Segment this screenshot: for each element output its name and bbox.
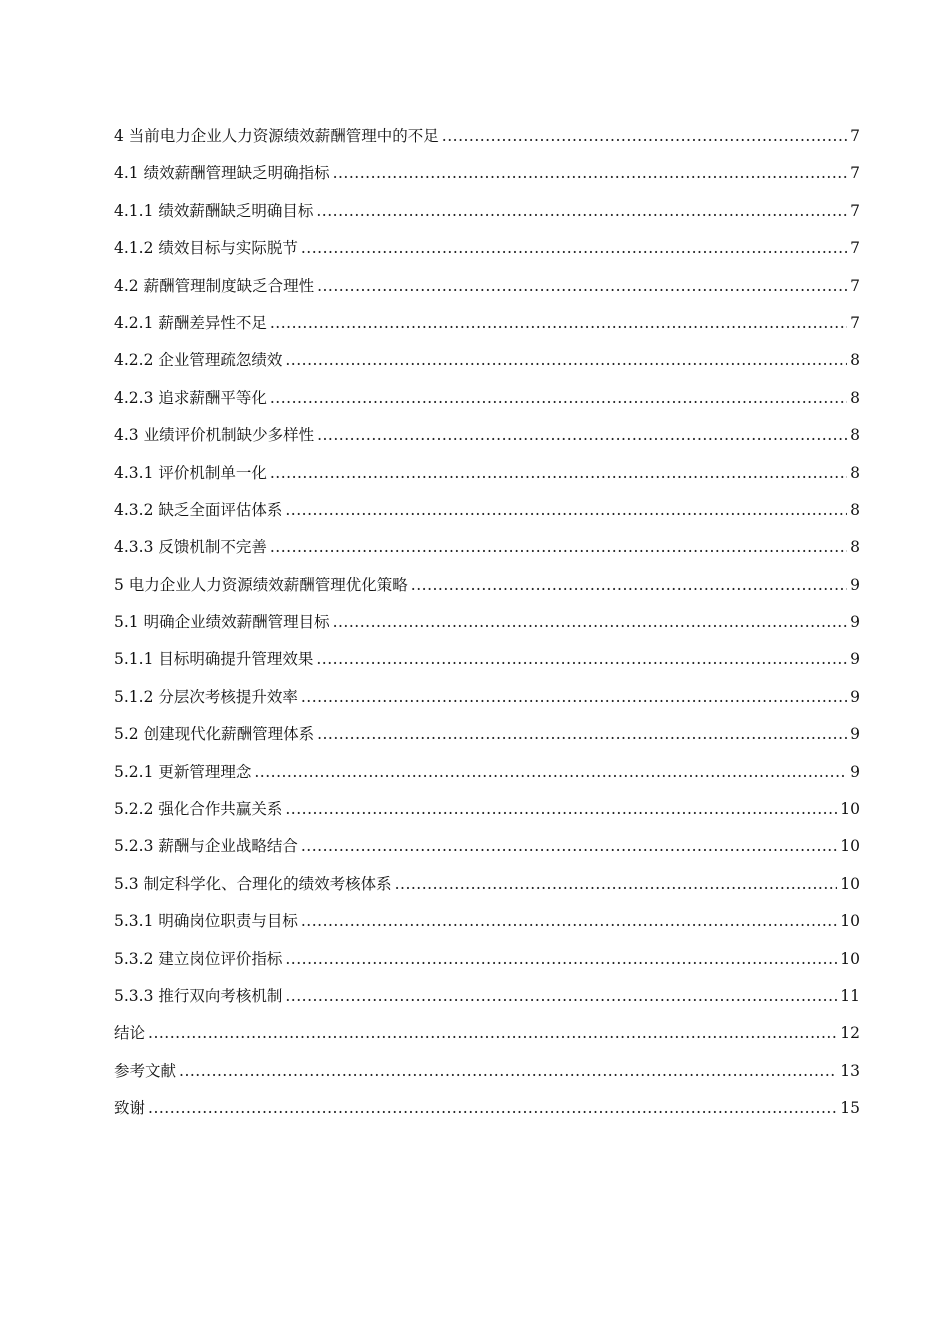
toc-dot-leader	[301, 679, 847, 716]
toc-dot-leader	[285, 791, 837, 828]
toc-dot-leader	[442, 118, 847, 155]
toc-entry[interactable]	[114, 903, 860, 940]
toc-entry-page-number: 9	[850, 650, 860, 669]
toc-entry-page-number: 9	[850, 613, 860, 632]
toc-entry[interactable]	[114, 492, 860, 529]
toc-dot-leader	[317, 417, 847, 454]
toc-entry-title: 4.2.1 薪酬差异性不足	[114, 313, 267, 332]
toc-dot-leader	[285, 342, 847, 379]
toc-entry[interactable]	[114, 567, 860, 604]
toc-dot-leader	[148, 1015, 837, 1052]
toc-entry-page-number: 8	[850, 388, 860, 407]
toc-dot-leader	[301, 230, 847, 267]
toc-entry[interactable]	[114, 828, 860, 865]
toc-dot-leader	[179, 1053, 837, 1090]
toc-entry-title: 5.1 明确企业绩效薪酬管理目标	[114, 613, 330, 632]
toc-dot-leader	[333, 604, 848, 641]
toc-entry-title: 5.2.2 强化合作共赢关系	[114, 800, 283, 819]
toc-dot-leader	[254, 754, 847, 791]
toc-entry-page-number: 7	[850, 239, 860, 258]
toc-entry-title: 5.1.1 目标明确提升管理效果	[114, 650, 314, 669]
toc-entry-title: 4.2.2 企业管理疏忽绩效	[114, 351, 283, 370]
toc-entry-page-number: 7	[850, 127, 860, 145]
toc-entry-title: 5.1.2 分层次考核提升效率	[114, 687, 298, 706]
toc-entry-page-number: 10	[840, 949, 860, 968]
toc-dot-leader	[285, 941, 837, 978]
toc-entry-page-number: 10	[840, 800, 860, 819]
toc-dot-leader	[316, 641, 847, 678]
toc-entry[interactable]	[114, 679, 860, 716]
toc-entry-title: 5.3 制定科学化、合理化的绩效考核体系	[114, 874, 392, 893]
toc-entry-title: 4.2.3 追求薪酬平等化	[114, 388, 267, 407]
toc-entry[interactable]	[114, 193, 860, 230]
toc-entry-title: 4.2 薪酬管理制度缺乏合理性	[114, 276, 315, 295]
toc-dot-leader	[270, 305, 847, 342]
toc-entry-title: 致谢	[114, 1099, 146, 1118]
toc-entry[interactable]	[114, 1090, 860, 1127]
toc-entry-page-number: 7	[850, 313, 860, 332]
toc-entry[interactable]	[114, 791, 860, 828]
toc-entry-title: 4.1.1 绩效薪酬缺乏明确目标	[114, 201, 314, 220]
toc-entry[interactable]	[114, 417, 860, 454]
toc-entry-page-number: 15	[840, 1099, 860, 1118]
toc-entry[interactable]	[114, 1015, 860, 1052]
toc-entry-title: 4.3.2 缺乏全面评估体系	[114, 500, 283, 519]
toc-entry[interactable]	[114, 1053, 860, 1090]
toc-entry-page-number: 8	[850, 463, 860, 482]
toc-entry[interactable]	[114, 716, 860, 753]
toc-entry-page-number: 8	[850, 426, 860, 445]
toc-entry-title: 4 当前电力企业人力资源绩效薪酬管理中的不足	[114, 127, 439, 145]
toc-entry[interactable]	[114, 380, 860, 417]
toc-entry-title: 参考文献	[114, 1061, 177, 1080]
toc-entry[interactable]	[114, 455, 860, 492]
toc-entry-page-number: 12	[840, 1024, 860, 1043]
toc-entry-title: 4.1.2 绩效目标与实际脱节	[114, 239, 298, 258]
toc-dot-leader	[285, 978, 837, 1015]
toc-dot-leader	[301, 828, 837, 865]
toc-entry[interactable]	[114, 604, 860, 641]
toc-entry-title: 4.3.3 反馈机制不完善	[114, 538, 267, 557]
toc-entry-title: 5.2 创建现代化薪酬管理体系	[114, 725, 315, 744]
toc-dot-leader	[317, 716, 847, 753]
toc-entry-title: 5.3.1 明确岗位职责与目标	[114, 912, 298, 931]
toc-entry-page-number: 11	[840, 986, 860, 1005]
toc-entry-page-number: 7	[850, 164, 860, 183]
toc-dot-leader	[395, 866, 838, 903]
toc-entry[interactable]	[114, 529, 860, 566]
toc-entry-page-number: 13	[840, 1061, 860, 1080]
toc-entry[interactable]	[114, 941, 860, 978]
toc-entry[interactable]	[114, 342, 860, 379]
toc-entry[interactable]	[114, 866, 860, 903]
toc-entry[interactable]	[114, 118, 860, 155]
toc-entry[interactable]	[114, 268, 860, 305]
toc-dot-leader	[333, 155, 848, 192]
toc-entry-page-number: 7	[850, 276, 860, 295]
toc-dot-leader	[270, 529, 847, 566]
toc-entry-page-number: 8	[850, 500, 860, 519]
toc-dot-leader	[316, 193, 847, 230]
toc-entry-page-number: 9	[850, 687, 860, 706]
toc-entry-title: 4.3 业绩评价机制缺少多样性	[114, 426, 315, 445]
toc-entry-title: 5.2.1 更新管理理念	[114, 762, 252, 781]
toc-entry-page-number: 8	[850, 351, 860, 370]
toc-dot-leader	[285, 492, 847, 529]
toc-entry[interactable]	[114, 155, 860, 192]
toc-entry[interactable]	[114, 978, 860, 1015]
toc-dot-leader	[270, 455, 847, 492]
toc-entry-page-number: 8	[850, 538, 860, 557]
toc-entry-title: 5.2.3 薪酬与企业战略结合	[114, 837, 298, 856]
toc-entry[interactable]	[114, 305, 860, 342]
toc-entry-title: 5 电力企业人力资源绩效薪酬管理优化策略	[114, 575, 408, 594]
toc-entry-page-number: 9	[850, 762, 860, 781]
toc-entry-title: 4.3.1 评价机制单一化	[114, 463, 267, 482]
toc-dot-leader	[301, 903, 837, 940]
table-of-contents	[114, 118, 860, 1128]
toc-entry-title: 结论	[114, 1024, 146, 1043]
toc-entry[interactable]	[114, 641, 860, 678]
toc-entry-page-number: 9	[850, 575, 860, 594]
toc-entry-page-number: 9	[850, 725, 860, 744]
toc-dot-leader	[270, 380, 847, 417]
toc-entry-page-number: 7	[850, 201, 860, 220]
toc-entry-title: 5.3.2 建立岗位评价指标	[114, 949, 283, 968]
toc-entry-page-number: 10	[840, 912, 860, 931]
toc-entry-title: 4.1 绩效薪酬管理缺乏明确指标	[114, 164, 330, 183]
toc-dot-leader	[411, 567, 847, 604]
toc-dot-leader	[148, 1090, 837, 1127]
toc-entry-page-number: 10	[840, 874, 860, 893]
toc-entry[interactable]	[114, 230, 860, 267]
toc-entry-title: 5.3.3 推行双向考核机制	[114, 986, 283, 1005]
toc-entry-page-number: 10	[840, 837, 860, 856]
toc-dot-leader	[317, 268, 847, 305]
toc-entry[interactable]	[114, 754, 860, 791]
